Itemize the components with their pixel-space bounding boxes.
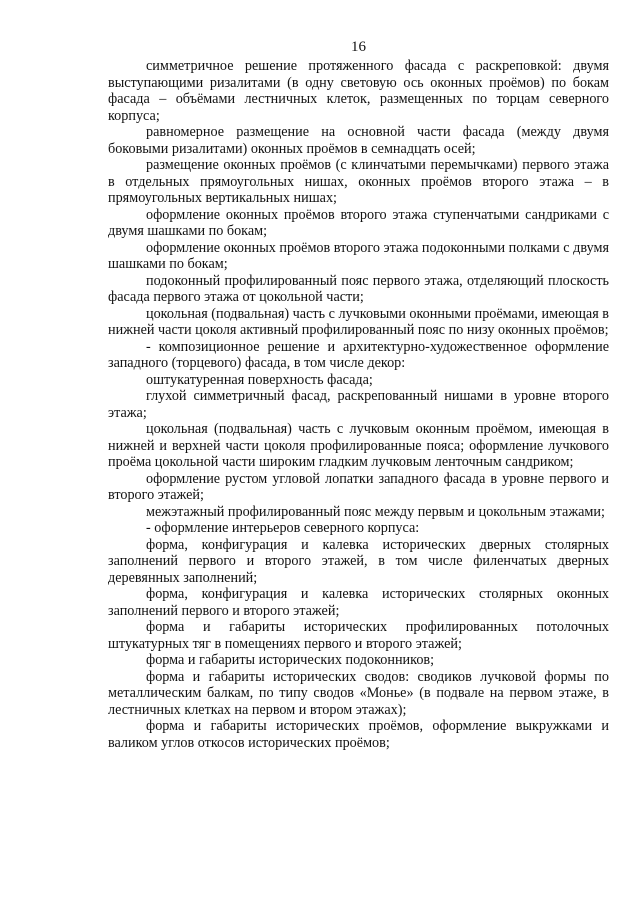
paragraph: равномерное размещение на основной части фасада (между двумя боковыми ризалитами) оконных проёмов в семнадцать осей; [108, 124, 609, 157]
document-page [108, 0, 609, 905]
paragraph: форма и габариты исторических проёмов, оформление выкружками и валиком углов откосов исторических проёмов; [108, 718, 609, 751]
page-number: 16 [351, 39, 366, 55]
paragraph: оформление оконных проёмов второго этажа ступенчатыми сандриками с двумя шашками по бокам; [108, 206, 609, 239]
paragraph: симметричное решение протяженного фасада с раскреповкой: двумя выступающими ризалитами (в одну световую ось оконных проёмов) по бокам фасада – объёмами лестничных клеток, размещенных по торцам северного корпуса; [108, 58, 609, 124]
paragraph: форма и габариты исторических подоконников; [146, 652, 435, 668]
paragraph: подоконный профилированный пояс первого этажа, отделяющий плоскость фасада первого этажа от цокольной части; [108, 272, 609, 305]
paragraph: цокольная (подвальная) часть с лучковыми оконными проёмами, имеющая в нижней части цоколя активный профилированный пояс по низу оконных проёмов; [108, 305, 609, 338]
paragraph: - композиционное решение и архитектурно-художественное оформление западного (торцевого) фасада, в том числе декор: [108, 338, 609, 371]
paragraph: размещение оконных проёмов (с клинчатыми перемычками) первого этажа в отдельных прямоугольных нишах, оконных проёмов второго этажа – в прямоугольных вертикальных нишах; [108, 157, 609, 206]
paragraph: форма, конфигурация и калевка исторических дверных столярных заполнений первого и второго этажей, в том числе филенчатых дверных деревянных заполнений; [108, 536, 609, 586]
paragraph: оформление рустом угловой лопатки западного фасада в уровне первого и второго этажей; [108, 470, 609, 503]
paragraph: глухой симметричный фасад, раскрепованный нишами в уровне второго этажа; [108, 388, 609, 421]
paragraph: форма и габариты исторических сводов: сводиков лучковой формы по металлическим балкам, по типу сводов «Монье» (в подвале на первом этаже, в лестничных клетках на первом и втором этажах); [108, 668, 609, 718]
paragraph: оформление оконных проёмов второго этажа подоконными полками с двумя шашками по бокам; [108, 239, 609, 272]
paragraph: - оформление интерьеров северного корпуса: [146, 520, 420, 536]
paragraph: форма и габариты исторических профилированных потолочных штукатурных тяг в помещениях первого и второго этажей; [108, 619, 609, 652]
paragraph: цокольная (подвальная) часть с лучковым оконным проёмом, имеющая в нижней и верхней части цоколя профилированные пояса; оформление лучкового проёма цокольной части широким гладким лучковым ленточным сандриком; [108, 421, 609, 470]
document-body [108, 58, 609, 751]
paragraph: межэтажный профилированный пояс между первым и цокольным этажами; [146, 503, 605, 520]
paragraph: оштукатуренная поверхность фасада; [146, 371, 373, 388]
paragraph: форма, конфигурация и калевка исторических столярных оконных заполнений первого и второго этажей; [108, 586, 609, 619]
